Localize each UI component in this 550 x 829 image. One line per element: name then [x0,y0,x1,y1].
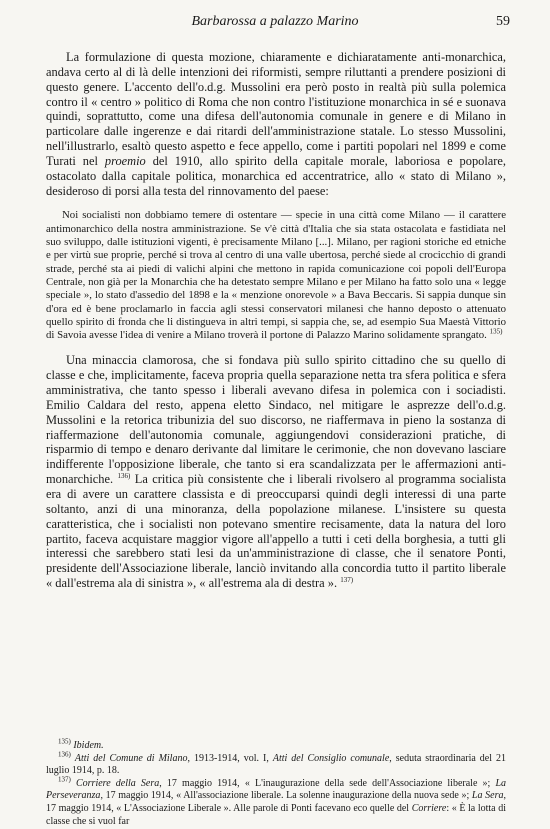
quote-text: Noi socialisti non dobbiamo temere di ostentare — specie in una città come Milano — il carattere antimonarchico della nostra amministrazione. Se v'è città d'Italia che sia stata ostacolata e fastidiata nel suo sviluppo, dalle istituzioni vigenti, è precisamente Milano [...]. Milano, per ragioni storiche ed etniche e per virtù sue proprie, perché si trova al centro di una valle ubertosa, perché siede al crocicchio di grandi strade, perché sta ai piedi di valichi alpini che mettono in rapida comunicazione coi popoli dell'Europa Centrale, non già per la Monarchia che ha detestato sempre Milano e per Milano ha fatto solo una « legge speciale », lo stato d'assedio del 1898 e la « menzione onorevole » a Bava Beccaris. Si sappia dunque sin d'ora ed è bene proclamarlo in faccia agli stessi conservatori milanesi che hanno deposto o attenuato quello spirito di fronda che li distingueva in altri tempi, si sappia che, se, ad esempio Sua Maestà Vittorio di Savoia avesse l'idea di venire a Milano troverà il portone di Palazzo Marino solidamente sprangato. [46,209,506,342]
footnote-text: , seduta straordinaria del 21 luglio 1914, p. 18. [46,752,507,777]
footnote-text: Atti del Comune di Milano [74,752,188,764]
block-quote [46,209,506,342]
footnote-text: Corriere della Sera [76,777,160,789]
page-header [40,14,510,32]
footnote [46,737,506,753]
emphasis-proemio: proemio [104,153,146,168]
footnote-number: 135) [58,737,71,746]
paragraph-2-part-2: La critica più consistente che i liberali rivolsero al programma socialista era di avere un carattere classista e di preoccuparsi quindi degli interessi di una parte soltanto, anzi di una minoranza, della popolazione milanese. L'insistere su questa caratteristica, che i socialisti non potevano smentire recisamente, data la natura del loro partito, faceva acquistare maggior vigore all'appello a tutti i ceti della borghesia, a tutti gli interessi che sarebbero stati lesi da un'amministrazione di classe, che il senatore Ponti, presidente dell'Associazione liberale, lanciò invitando alla concordia tutto il partito liberale « dall'estrema ala di sinistra », « all'estrema ala di destra ». [46,472,506,591]
page-number: 59 [496,14,510,29]
footnote-text: , 17 maggio 1914, « L'inaugurazione della sede dell'Associazione liberale »; [159,777,496,789]
footnote-text: , 1913-1914, vol. I, [187,752,273,764]
paragraph-2-part-1: Una minaccia clamorosa, che si fondava più sullo spirito cittadino che su quello di classe e che, implicitamente, faceva propria quella separazione netta tra sfera politica e sfera amministrativa, che tanto spesso i liberali avevano difesa in polemica con i sociadisti. Emilio Caldara del resto, appena eletto Sindaco, nel mitigare le asprezze dell'o.d.g. Mussolini e la retorica tribunizia del suo discorso, ne riaffermava in pieno la sostanza di riaffermazione dell'autonomia comunale, aggiungendovi considerazioni pratiche, di risparmio di tempo e denaro derivante dal limitare le cerimonie, che non dovevano lasciare indifferente l'opposizione liberale, che tanto si era scandalizzata per le affermazioni anti-monarchiche. [46,353,506,487]
paragraph-2 [46,353,506,591]
footnote-ref-136: 136) [117,472,131,481]
paragraph-1: La formulazione di questa mozione, chiaramente e dichiaratamente anti-monarchica, andava certo al di là delle intenzioni dei riformisti, sempre riluttanti a prendere posizioni di questo genere. L'accento dell'o.d.g. Mussolini era però posto in realtà più sulla polemica contro il « centro » politico di Roma che non contro l'istituzione monarchica in sé e suonava quindi, soprattutto, come una difesa dell'autonomia comunale in genere e di Milano in particolare dalle ingerenze e dai ritardi dell'amministrazione statale. Lo stesso Mussolini, nell'illustrarlo, esaltò questo aspetto e fece appello, come i partiti popolari nel 1899 e come Turati nel proemio del 1910, allo spirito della capitale morale, laboriosa e popolare, ostacolato dalla capitale politica, monarchica ed accentratrice, allo « stato di Milano », desideroso di porsi alla testa del rinnovamento del paese: [46,50,507,198]
footnote-text: Corriere [411,802,447,814]
footnotes [46,737,507,828]
footnote-number: 137) [58,775,71,784]
footnote-number: 136) [58,750,71,759]
footnote-text: : « È la lotta di classe che si vuol far [46,802,506,827]
footnote-text: La Sera [471,790,504,802]
running-title: Barbarossa a palazzo Marino [191,14,359,29]
footnote [46,750,507,778]
footnote-text: , 17 maggio 1914, « L'Associazione Liberale ». Alle parole di Ponti facevano eco quelle del [46,790,506,814]
footnote-text: Atti del Consiglio comunale [272,752,390,764]
footnote-text: La Perseveranza [46,777,507,802]
footnote [46,775,507,828]
main-text [46,50,506,591]
footnote-text: Ibidem. [73,740,104,751]
footnote-ref-135: 135) [489,327,503,336]
footnote-text: , 17 maggio 1914, « All'associazione liberale. La solenne inaugurazione della nuova sede »; [100,790,472,802]
footnote-ref-137: 137) [340,575,354,584]
